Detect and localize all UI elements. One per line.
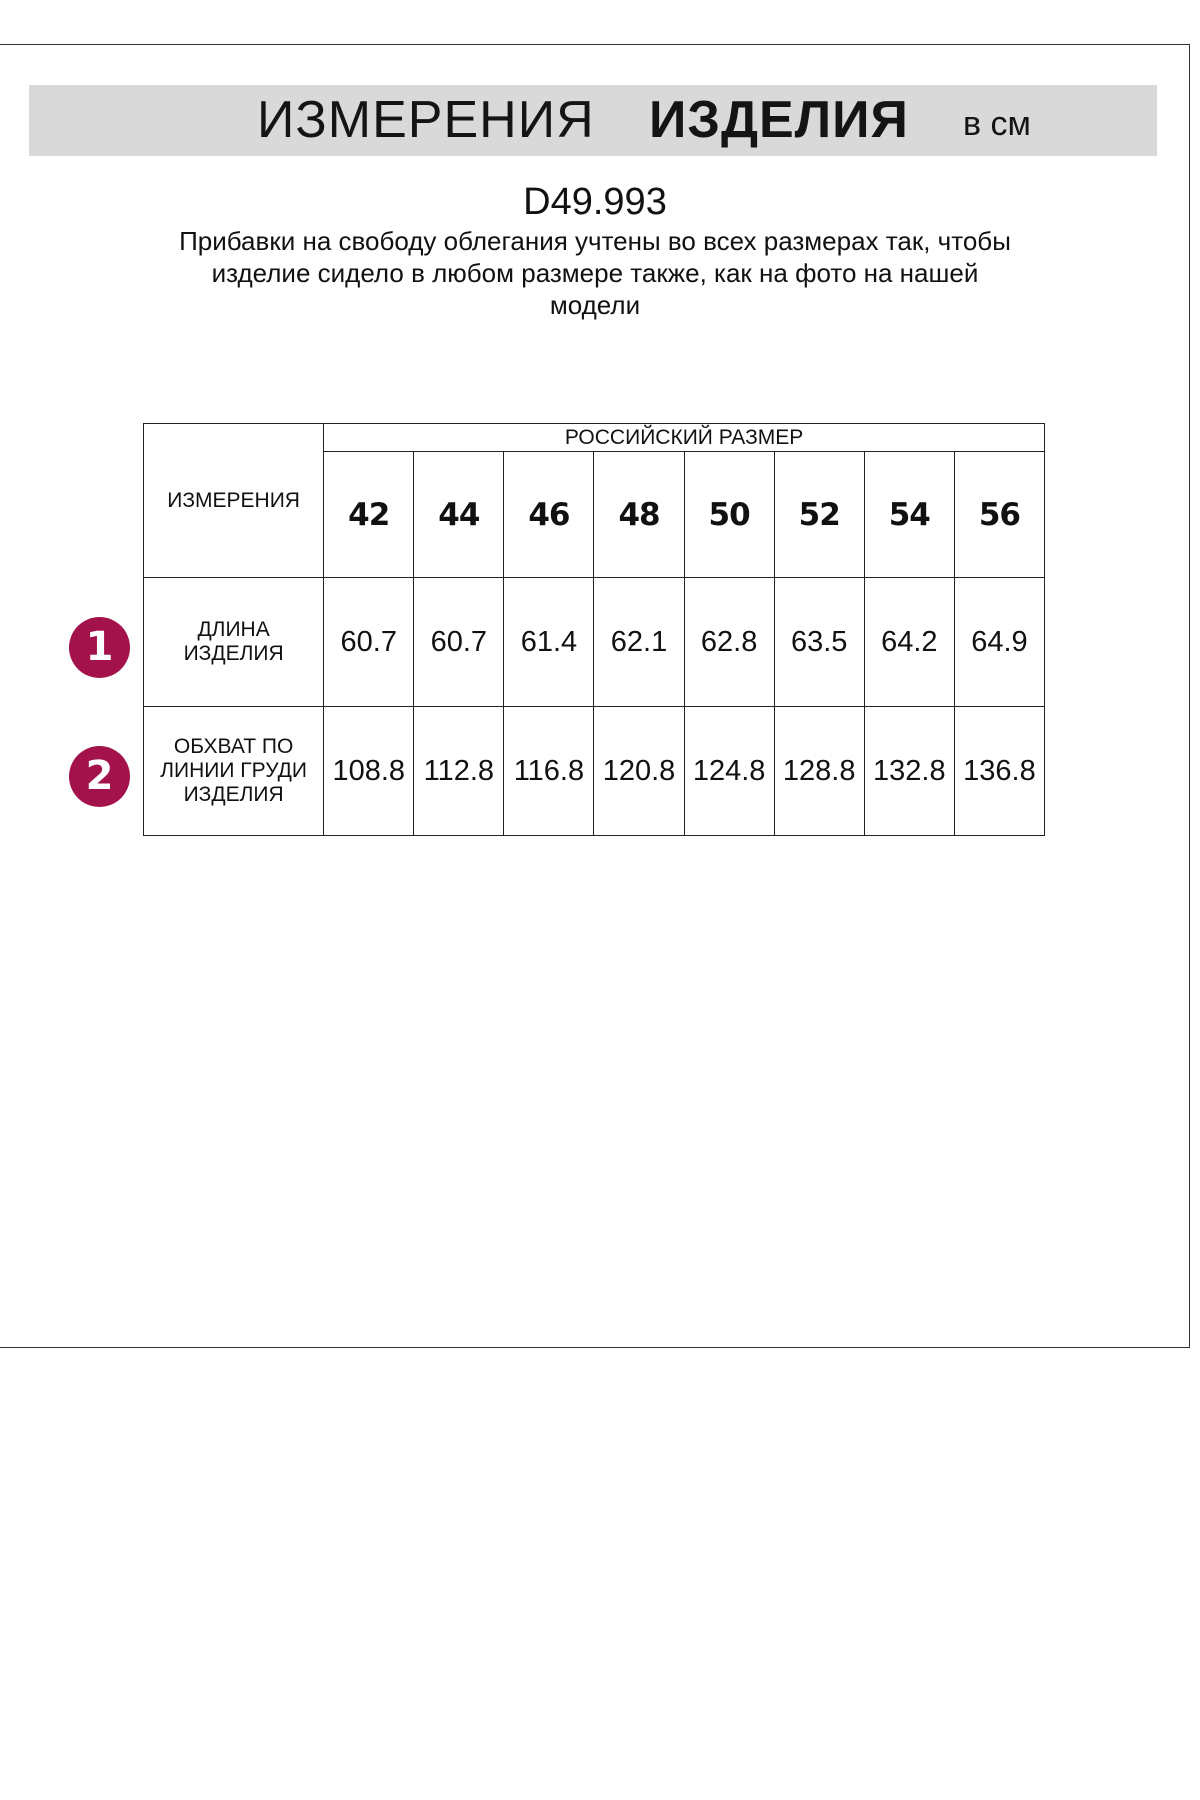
- value-cell: 136.8: [954, 707, 1044, 836]
- value-cell: 60.7: [414, 578, 504, 707]
- value-cell: 124.8: [684, 707, 774, 836]
- value-cell: 108.8: [324, 707, 414, 836]
- value-cell: 128.8: [774, 707, 864, 836]
- header-title-product: ИЗДЕЛИЯ: [649, 91, 909, 149]
- size-header-56: 56: [954, 452, 1044, 578]
- value-cell: 61.4: [504, 578, 594, 707]
- row-label-length: [144, 578, 324, 707]
- value-cell: 62.1: [594, 578, 684, 707]
- size-header-46: 46: [504, 452, 594, 578]
- value-cell: 60.7: [324, 578, 414, 707]
- size-header-54: 54: [864, 452, 954, 578]
- value-cell: 120.8: [594, 707, 684, 836]
- row-label-line: ДЛИНА: [197, 618, 270, 641]
- row-marker-2: 2: [69, 746, 130, 807]
- fit-note: [130, 225, 1060, 321]
- fit-note-line: изделие сидело в любом размере также, как на фото на нашей: [211, 258, 979, 288]
- table-row-length: [144, 578, 1045, 707]
- size-chart-table: [143, 423, 1045, 836]
- row-label-line: ИЗДЕЛИЯ: [183, 783, 284, 806]
- header-title-measurements: ИЗМЕРЕНИЯ: [257, 91, 595, 149]
- value-cell: 62.8: [684, 578, 774, 707]
- size-header-52: 52: [774, 452, 864, 578]
- row-label-line: ОБХВАТ ПО: [173, 735, 294, 758]
- value-cell: 132.8: [864, 707, 954, 836]
- table-row-chest: [144, 707, 1045, 836]
- row-marker-1: 1: [69, 617, 130, 678]
- measurements-header-cell: ИЗМЕРЕНИЯ: [144, 424, 324, 578]
- row-label-chest: [144, 707, 324, 836]
- row-label-line: ЛИНИИ ГРУДИ: [160, 759, 307, 782]
- product-code: D49.993: [523, 181, 667, 223]
- fit-note-line: модели: [549, 290, 641, 320]
- size-header-48: 48: [594, 452, 684, 578]
- value-cell: 116.8: [504, 707, 594, 836]
- russian-size-header: РОССИЙСКИЙ РАЗМЕР: [324, 424, 1045, 452]
- size-header-42: 42: [324, 452, 414, 578]
- size-header-50: 50: [684, 452, 774, 578]
- header-unit: в см: [963, 105, 1031, 143]
- value-cell: 112.8: [414, 707, 504, 836]
- fit-note-line: Прибавки на свободу облегания учтены во всех размерах так, чтобы: [179, 226, 1011, 256]
- value-cell: 64.2: [864, 578, 954, 707]
- value-cell: 63.5: [774, 578, 864, 707]
- value-cell: 64.9: [954, 578, 1044, 707]
- size-header-44: 44: [414, 452, 504, 578]
- row-label-line: ИЗДЕЛИЯ: [183, 642, 284, 665]
- header-banner: [29, 85, 1157, 156]
